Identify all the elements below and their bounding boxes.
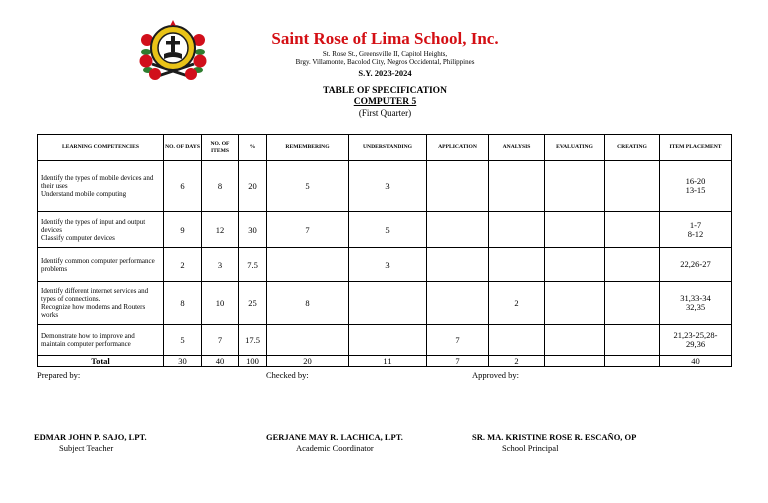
school-year: S.Y. 2023-2024 — [358, 68, 412, 78]
days-cell: 5 — [164, 325, 202, 356]
school-address-line2: Brgy. Villamonte, Bacolod City, Negros Occidental, Philippines — [295, 58, 475, 66]
days-cell: 2 — [164, 248, 202, 282]
header-cell: LEARNING COMPETENCIES — [38, 135, 164, 161]
placement-cell — [660, 161, 732, 212]
percent-cell: 20 — [239, 161, 267, 212]
evaluating-cell — [545, 212, 605, 248]
competency-text: Identify different internet services and types of connections. — [41, 287, 149, 303]
total-creating — [605, 356, 660, 367]
items-cell: 10 — [202, 282, 239, 325]
items-cell: 3 — [202, 248, 239, 282]
creating-cell — [605, 248, 660, 282]
percent-cell: 7.5 — [239, 248, 267, 282]
application-cell: 7 — [427, 325, 489, 356]
competency-cell — [38, 212, 164, 248]
competency-cell — [38, 325, 164, 356]
creating-cell — [605, 161, 660, 212]
logo-leaf — [141, 49, 151, 55]
placement-text: 21,23-25,28- — [673, 330, 718, 340]
days-cell: 8 — [164, 282, 202, 325]
logo-rose — [140, 55, 153, 68]
preparer-name: EDMAR JOHN P. SAJO, LPT. — [34, 432, 147, 442]
logo-leaf — [195, 49, 205, 55]
competency-text: Identify the types of mobile devices and their uses — [41, 174, 154, 190]
document-quarter: (First Quarter) — [358, 108, 412, 118]
school-name: Saint Rose of Lima School, Inc. — [271, 29, 499, 48]
total-label: Total — [38, 356, 164, 367]
logo-rose — [185, 68, 197, 80]
competency-text: Demonstrate how to improve and maintain computer performance — [41, 332, 135, 348]
placement-cell — [660, 212, 732, 248]
understanding-cell — [349, 282, 427, 325]
competency-text: Classify computer devices — [41, 233, 115, 242]
remembering-cell: 8 — [267, 282, 349, 325]
days-cell: 6 — [164, 161, 202, 212]
placement-cell — [660, 325, 732, 356]
total-days: 30 — [164, 356, 202, 367]
header-cell: ANALYSIS — [489, 135, 545, 161]
total-remembering: 20 — [267, 356, 349, 367]
header-cell: REMEMBERING — [267, 135, 349, 161]
total-items: 40 — [202, 356, 239, 367]
creating-cell — [605, 212, 660, 248]
placement-text: 31,33-34 — [680, 293, 711, 303]
total-evaluating — [545, 356, 605, 367]
document-subject: COMPUTER 5 — [353, 97, 417, 107]
competency-text: Identify common computer performance problems — [41, 256, 155, 273]
placement-text: 8-12 — [687, 228, 704, 239]
prepared-by-label: Prepared by: — [37, 370, 81, 380]
creating-cell — [605, 325, 660, 356]
percent-cell: 30 — [239, 212, 267, 248]
competency-cell — [38, 161, 164, 212]
checker-role: Academic Coordinator — [296, 443, 374, 453]
placement-text: 1-7 — [689, 219, 702, 230]
placement-text: 22,26-27 — [680, 259, 711, 269]
remembering-cell — [267, 325, 349, 356]
specification-table — [37, 134, 732, 367]
header-cell: NO. OF ITEMS — [202, 135, 239, 161]
creating-cell — [605, 282, 660, 325]
competency-cell — [38, 282, 164, 325]
approver-name: SR. MA. KRISTINE ROSE R. ESCAÑO, OP — [472, 432, 637, 442]
approver-role: School Principal — [502, 443, 559, 453]
application-cell — [427, 282, 489, 325]
competency-text: Understand mobile computing — [41, 190, 127, 198]
analysis-cell — [489, 161, 545, 212]
understanding-cell: 3 — [349, 248, 427, 282]
table-header-row — [38, 135, 732, 161]
remembering-cell: 5 — [267, 161, 349, 212]
application-cell — [427, 248, 489, 282]
application-cell — [427, 212, 489, 248]
checked-by-label: Checked by: — [266, 370, 309, 380]
logo-rose — [149, 68, 161, 80]
table-row — [38, 325, 732, 356]
placement-text: 16-20 — [685, 176, 706, 186]
evaluating-cell — [545, 161, 605, 212]
table-row — [38, 282, 732, 325]
percent-cell: 17.5 — [239, 325, 267, 356]
application-cell — [427, 161, 489, 212]
analysis-cell — [489, 248, 545, 282]
placement-text: 29,36 — [685, 339, 706, 349]
evaluating-cell — [545, 282, 605, 325]
placement-cell — [660, 248, 732, 282]
analysis-cell — [489, 325, 545, 356]
competency-text: Identify the types of input and output devices — [41, 217, 146, 234]
header-cell: UNDERSTANDING — [349, 135, 427, 161]
school-logo — [138, 18, 208, 82]
header-cell: CREATING — [605, 135, 660, 161]
header-cell: APPLICATION — [427, 135, 489, 161]
placement-cell — [660, 282, 732, 325]
understanding-cell: 5 — [349, 212, 427, 248]
percent-cell: 25 — [239, 282, 267, 325]
items-cell: 12 — [202, 212, 239, 248]
table-row — [38, 161, 732, 212]
logo-rose — [194, 55, 207, 68]
header-cell: NO. OF DAYS — [164, 135, 202, 161]
total-placement: 40 — [660, 356, 732, 367]
table-row — [38, 248, 732, 282]
analysis-cell — [489, 212, 545, 248]
total-application: 7 — [427, 356, 489, 367]
table-row — [38, 212, 732, 248]
understanding-cell: 3 — [349, 161, 427, 212]
header-cell: EVALUATING — [545, 135, 605, 161]
checker-name: GERJANE MAY R. LACHICA, LPT. — [266, 432, 403, 442]
days-cell: 9 — [164, 212, 202, 248]
items-cell: 7 — [202, 325, 239, 356]
placement-text: 32,35 — [685, 302, 706, 312]
preparer-role: Subject Teacher — [59, 443, 114, 453]
evaluating-cell — [545, 325, 605, 356]
school-address-line1: St. Rose St., Greensville II, Capitol Heights, — [322, 50, 448, 58]
logo-cross — [166, 41, 180, 45]
placement-text: 13-15 — [685, 185, 706, 195]
analysis-cell: 2 — [489, 282, 545, 325]
table-total-row — [38, 356, 732, 367]
items-cell: 8 — [202, 161, 239, 212]
header-cell: ITEM PLACEMENT — [660, 135, 732, 161]
evaluating-cell — [545, 248, 605, 282]
header-cell: % — [239, 135, 267, 161]
approved-by-label: Approved by: — [472, 370, 519, 380]
total-percent: 100 — [239, 356, 267, 367]
competency-cell — [38, 248, 164, 282]
remembering-cell: 7 — [267, 212, 349, 248]
total-understanding: 11 — [349, 356, 427, 367]
competency-text: Recognize how modems and Routers works — [41, 303, 146, 319]
understanding-cell — [349, 325, 427, 356]
total-analysis: 2 — [489, 356, 545, 367]
remembering-cell — [267, 248, 349, 282]
document-title: TABLE OF SPECIFICATION — [323, 86, 447, 96]
